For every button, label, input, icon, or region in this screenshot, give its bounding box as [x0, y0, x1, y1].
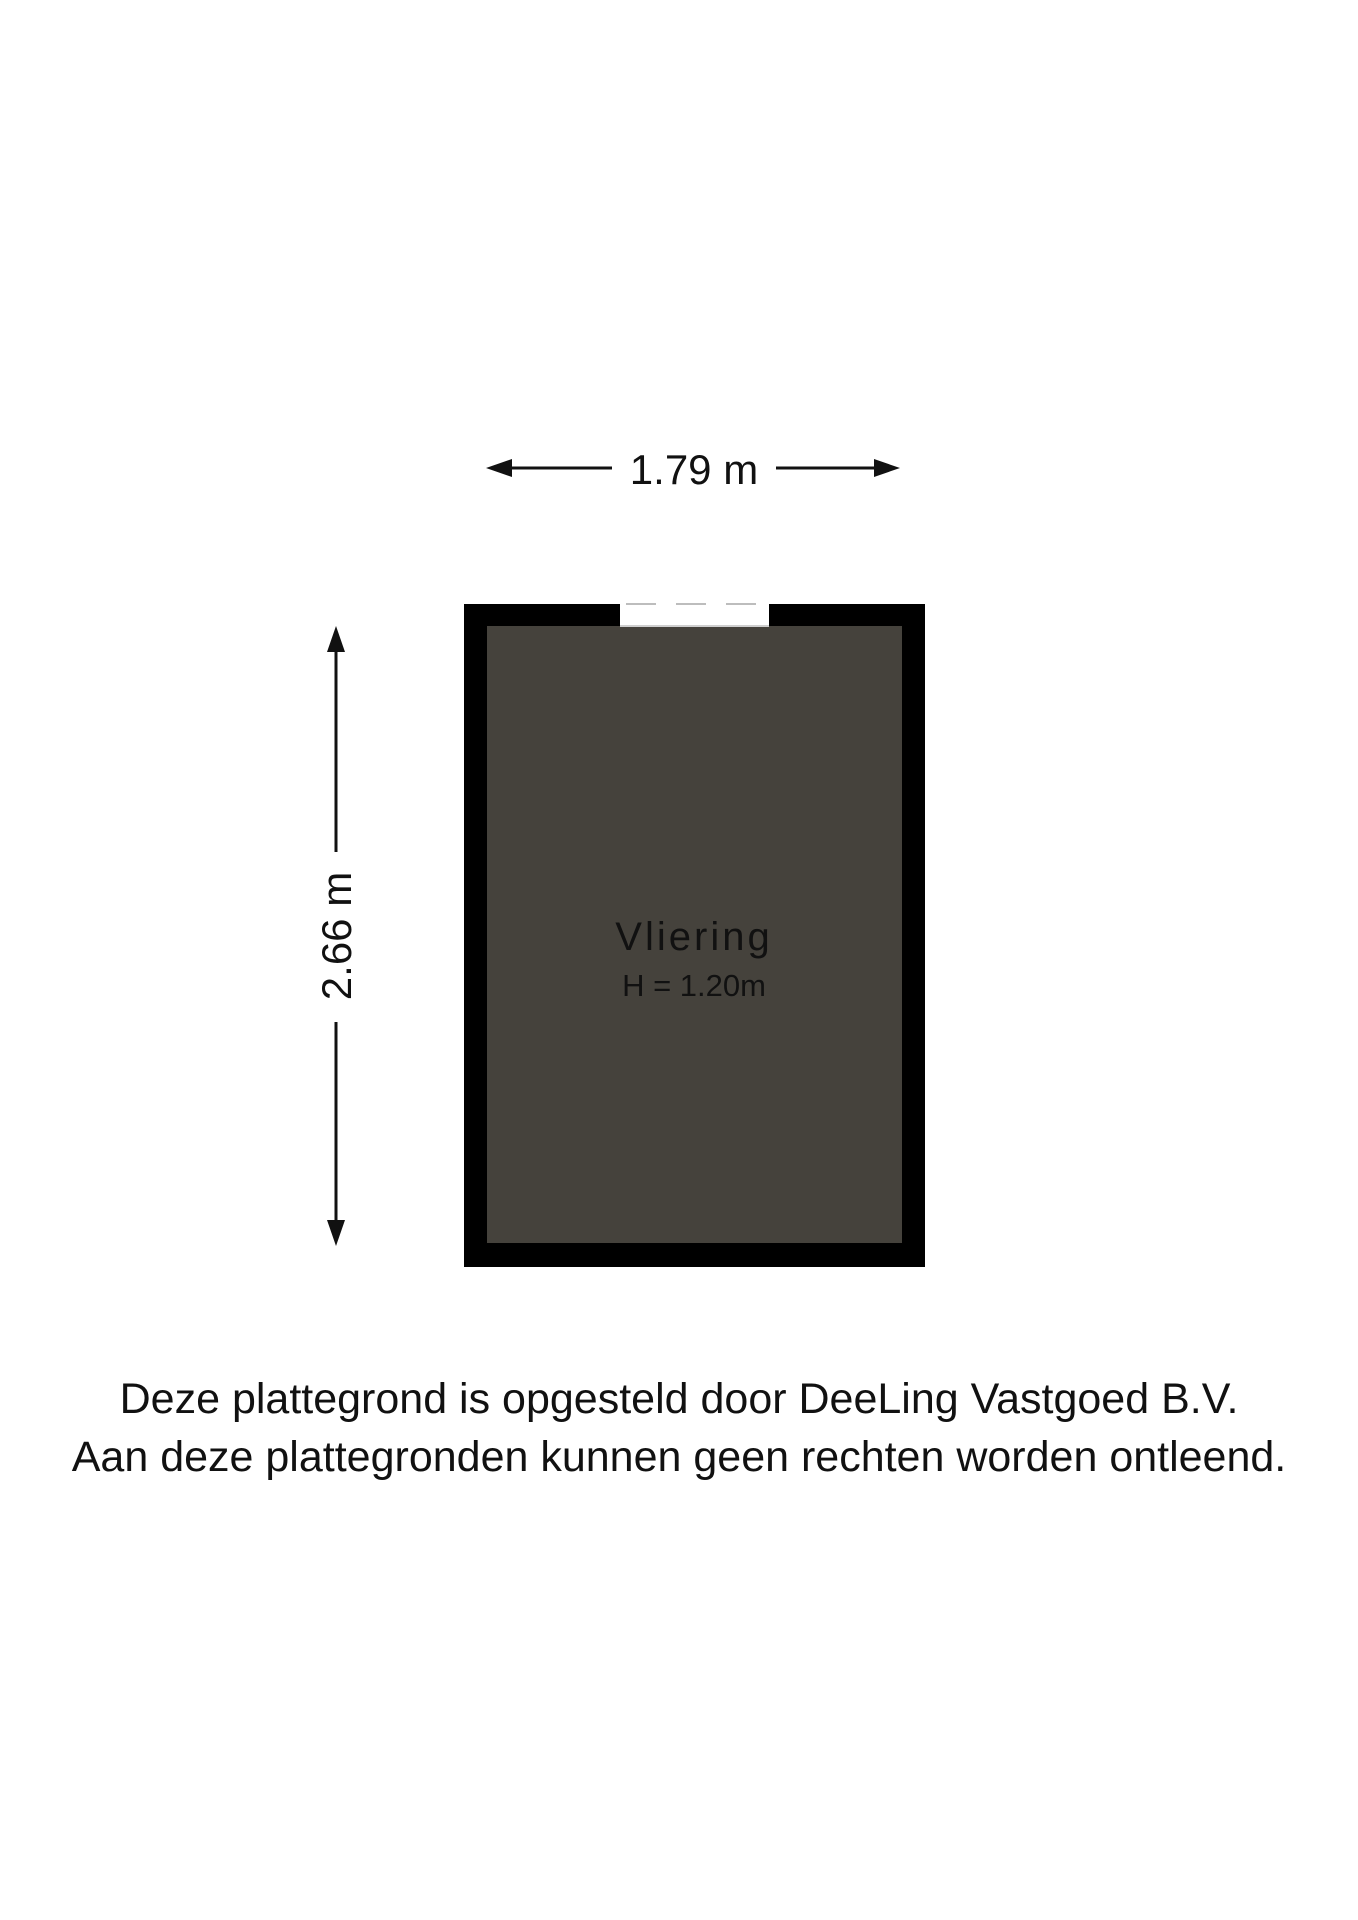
room-vliering	[464, 604, 925, 1267]
depth-arrowhead-bottom	[327, 1220, 345, 1246]
width-dimension	[486, 446, 900, 493]
width-dimension-label: 1.79 m	[629, 446, 759, 493]
depth-arrowhead-top	[327, 626, 345, 652]
window-opening	[620, 604, 769, 626]
room-height-label: H = 1.20m	[622, 968, 766, 1003]
depth-dimension	[313, 626, 360, 1246]
disclaimer-line-2: Aan deze plattegronden kunnen geen rechten worden ontleend.	[71, 1433, 1287, 1481]
width-arrowhead-right	[874, 459, 900, 477]
depth-dimension-label: 2.66 m	[313, 871, 360, 1001]
room-name-label: Vliering	[615, 915, 773, 959]
disclaimer-text	[0, 1370, 1358, 1486]
width-arrowhead-left	[486, 459, 512, 477]
disclaimer-line-1: Deze plattegrond is opgesteld door DeeLing Vastgoed B.V.	[119, 1375, 1239, 1423]
